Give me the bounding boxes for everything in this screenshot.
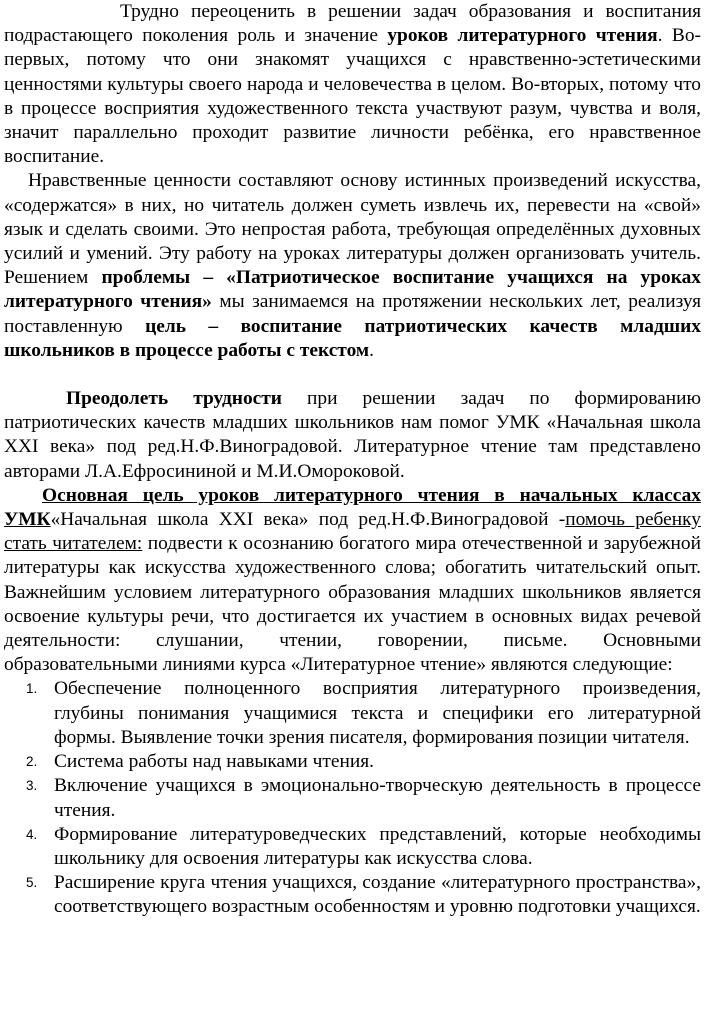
list-item [4, 871, 701, 919]
list-item-text: Обеспечение полноценного восприятия литературного произведения, глубины понимания учащимися текста и специфики его литературной формы. Выявление точки зрения писателя, формирования позиции читателя. [54, 678, 701, 748]
paragraph-intro-text-1: Трудно переоценить в решении задач образования и воспитания подрастающего поколения роль и значение [4, 1, 701, 47]
list-item-number: 2. [26, 754, 38, 770]
paragraph-main-goal-heading-text: Основная цель уроков литературного чтения в начальных классах УМК [4, 484, 701, 531]
paragraph-intro [4, 0, 701, 169]
paragraph-values-problem: проблемы – «Патриотическое воспитание учащихся на уроках литературного чтения» [4, 267, 702, 313]
paragraph-difficulties-text: при решении задач по формированию патриотических качеств младших школьников нам помог УМК «Начальная школа XXI века» под ред.Н.Ф.Виноградовой. Литературное чтение там представлено авторами Л.А.Ефросининой и М.И.Омороковой. [4, 388, 702, 482]
paragraph-values-text-1: Нравственные ценности составляют основу истинных произведений искусства, «содержатся» в них, но читатель должен суметь извлечь их, перевести на «свой» язык и сделать своими. Это непростая работа, требующая определённых духовных усилий и умений. Эту работу на уроках литературы должен организовать учитель. Решением [4, 170, 701, 289]
paragraph-main-goal-text-2: подвести к осознанию богатого мира отечественной и зарубежной литературы как искусства художественного слова; обогатить читательский опыт. Важнейшим условием литературного образования младших школьников является освоение культуры речи, что достигается их участием в основных видах речевой деятельности: слушании, чтении, говорении, письме. Основными образовательными линиями курса «Литературное чтение» являются следующие: [4, 533, 701, 676]
list-item-text: Формирование литературоведческих представлений, которые необходимы школьнику для освоения литературы как искусства слова. [54, 823, 701, 869]
paragraph-main-goal-text-1: «Начальная школа XXI века» под ред.Н.Ф.Виноградовой - [50, 509, 566, 531]
paragraph-values-text-3: . [369, 339, 374, 361]
paragraph-values-goal: цель – воспитание патриотических качеств младших школьников в процессе работы с текстом [4, 315, 701, 361]
education-lines-list [4, 677, 701, 919]
document-page [4, 0, 701, 920]
paragraph-difficulties-bold: Преодолеть трудности [66, 388, 282, 410]
list-item-number: 1. [26, 681, 38, 697]
list-item [4, 774, 701, 822]
list-item-text: Расширение круга чтения учащихся, создание «литературного пространства», соответствующего возрастным особенностям и уровню подготовки учащихся. [54, 872, 701, 918]
paragraph-main-goal-underlined: помочь ребенку стать читателем: [4, 509, 701, 555]
paragraph-main-goal [4, 484, 701, 678]
paragraph-values-text-2: мы занимаемся на протяжении нескольких лет, реализуя поставленную [4, 291, 701, 337]
paragraph-difficulties [4, 387, 701, 484]
paragraph-values [4, 169, 701, 363]
paragraph-intro-bold-1: уроков литературного чтения [387, 25, 658, 47]
list-item [4, 750, 701, 774]
list-item [4, 823, 701, 871]
list-item-number: 3. [26, 778, 38, 794]
list-item-number: 4. [26, 826, 38, 842]
paragraph-intro-text-2: . Во-первых, потому что они знакомят учащихся с нравственно-эстетическими ценностями культуры своего народа и человечества в целом. Во-вторых, потому что в процессе восприятия художественного текста участвуют разум, чувства и воля, значит параллельно проходит развитие личности ребёнка, его нравственное воспитание. [4, 25, 701, 168]
list-item-number: 5. [26, 875, 38, 891]
list-item [4, 677, 701, 750]
list-item-text: Включение учащихся в эмоционально-творческую деятельность в процессе чтения. [54, 775, 701, 821]
list-item-text: Система работы над навыками чтения. [54, 751, 374, 773]
